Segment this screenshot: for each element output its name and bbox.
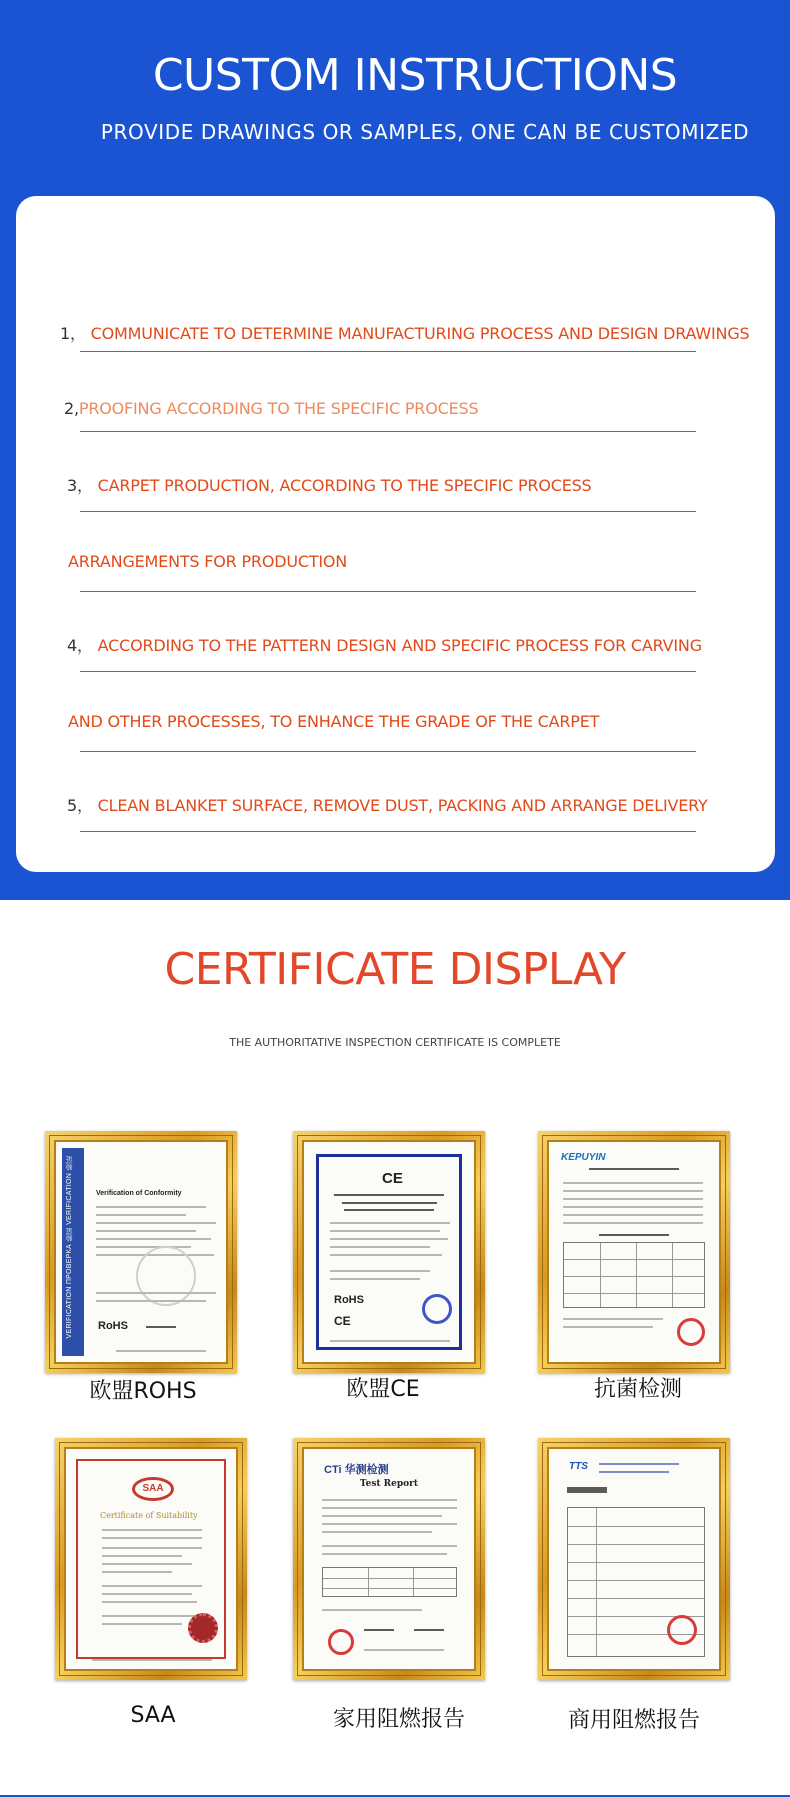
certificate-display-subtitle: THE AUTHORITATIVE INSPECTION CERTIFICATE IS COMPLETE [229, 1036, 561, 1049]
step-2-text: PROOFING ACCORDING TO THE SPECIFIC PROCESS [78, 399, 479, 418]
step-divider [80, 591, 696, 592]
certificate-commercial-report-image [538, 1438, 730, 1680]
step-1-number: 1， [60, 324, 86, 343]
antibacterial-red-seal [677, 1318, 705, 1346]
ce-blue-seal [422, 1294, 452, 1324]
cti-red-seal [328, 1629, 354, 1655]
ce-mark-top: CE [382, 1170, 403, 1187]
certificate-saa-image [55, 1438, 247, 1680]
certificate-saa-caption: SAA [130, 1703, 176, 1728]
certificate-antibacterial-image [538, 1131, 730, 1373]
step-4-continued [68, 712, 599, 731]
saa-red-seal [188, 1613, 218, 1643]
step-2 [64, 399, 478, 418]
step-4-number: 4， [67, 636, 93, 655]
step-3-number: 3， [67, 476, 93, 495]
step-divider [80, 671, 696, 672]
verification-band: VERIFICATION ПРОВЕРКА 验证 VERIFICATION 验证 [62, 1148, 84, 1356]
steps-card [16, 196, 775, 872]
step-4-continued-text: AND OTHER PROCESSES, TO ENHANCE THE GRADE OF THE CARPET [68, 712, 600, 731]
step-divider [80, 351, 696, 352]
kepuyin-logo: KEPUYIN [561, 1152, 606, 1163]
certificate-display-title: CERTIFICATE DISPLAY [164, 944, 626, 995]
step-3-continued-text: ARRANGEMENTS FOR PRODUCTION [68, 552, 348, 571]
custom-instructions-title: CUSTOM INSTRUCTIONS [152, 50, 678, 101]
step-3-continued [68, 552, 347, 571]
certificate-rohs-image [45, 1131, 237, 1373]
certificate-commercial-report-caption: 商用阻燃报告 [567, 1708, 700, 1733]
rohs-mark: RoHS [98, 1320, 128, 1332]
certificate-rohs-caption: 欧盟ROHS [89, 1379, 197, 1404]
step-divider [80, 831, 696, 832]
cti-logo: CTi 华测检测 [324, 1464, 389, 1476]
watermark-seal [136, 1246, 196, 1306]
step-4 [67, 633, 702, 656]
saa-certificate-heading: Certificate of Suitability [100, 1511, 198, 1520]
certificate-antibacterial-caption: 抗菌检测 [593, 1377, 682, 1402]
step-3-text: CARPET PRODUCTION, ACCORDING TO THE SPECIFIC PROCESS [97, 476, 592, 495]
certificate-ce-caption: 欧盟CE [346, 1377, 420, 1402]
tts-logo: TTS [569, 1461, 588, 1472]
certificate-ce-image [293, 1131, 485, 1373]
step-5 [67, 793, 708, 816]
step-5-number: 5， [67, 796, 93, 815]
step-divider [80, 431, 696, 432]
certificate-household-report-caption: 家用阻燃报告 [332, 1707, 465, 1732]
results-table [563, 1242, 705, 1308]
ce-rohs-mark: RoHS [334, 1294, 364, 1306]
certificate-household-report-image [293, 1438, 485, 1680]
step-4-text: ACCORDING TO THE PATTERN DESIGN AND SPECIFIC PROCESS FOR CARVING [97, 636, 702, 655]
custom-instructions-subtitle: PROVIDE DRAWINGS OR SAMPLES, ONE CAN BE CUSTOMIZED [100, 120, 750, 144]
step-1-text: COMMUNICATE TO DETERMINE MANUFACTURING PROCESS AND DESIGN DRAWINGS [90, 324, 750, 343]
step-5-text: CLEAN BLANKET SURFACE, REMOVE DUST, PACKING AND ARRANGE DELIVERY [97, 796, 708, 815]
step-divider [80, 751, 696, 752]
rohs-certificate-heading: Verification of Conformity [96, 1190, 182, 1197]
saa-logo: SAA [132, 1477, 174, 1501]
commercial-red-seal [667, 1615, 697, 1645]
test-report-heading: Test Report [359, 1479, 419, 1489]
step-1 [60, 321, 749, 344]
step-divider [80, 511, 696, 512]
ce-mark-bottom: CE [334, 1314, 351, 1328]
step-2-number: 2, [64, 399, 79, 418]
step-3 [67, 473, 592, 496]
test-results-table [322, 1567, 457, 1597]
